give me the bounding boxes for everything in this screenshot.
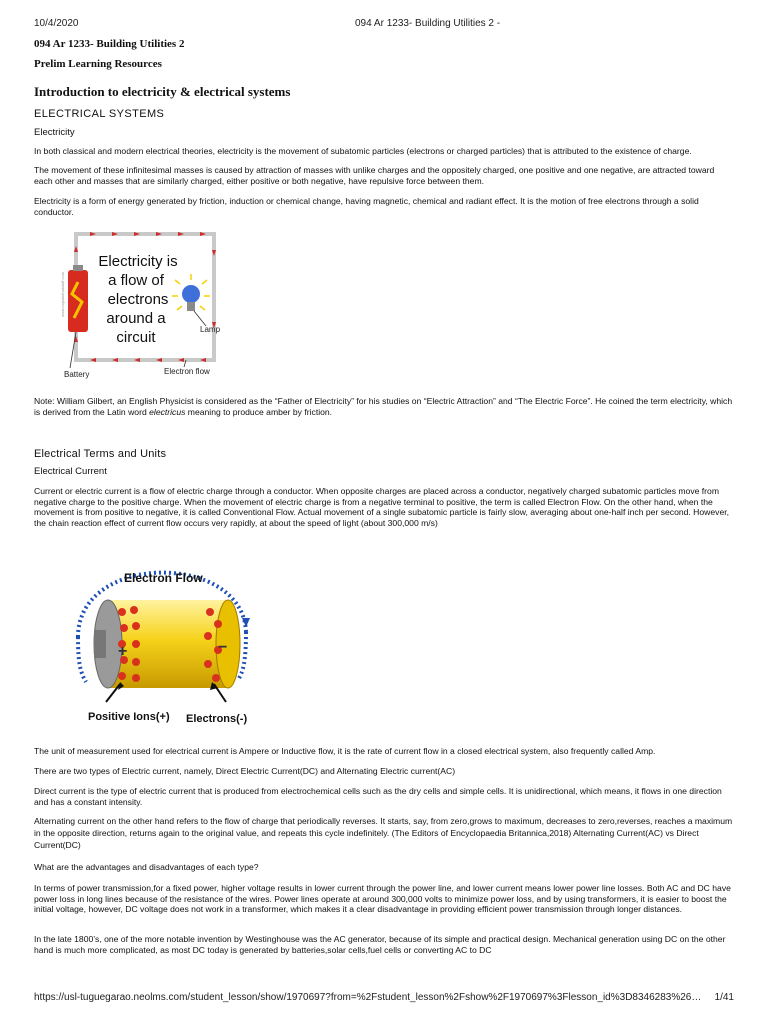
sub-heading-electrical-current: Electrical Current — [34, 466, 107, 477]
note-paragraph: Note: William Gilbert, an English Physicist is considered as the “Father of Electricity” for his studies on “Electric Attraction” and “The Electric Force”. He coined the term electricity, which is derived from the Latin word electricus meaning to produce amber by friction. — [34, 396, 733, 417]
resources-title: Prelim Learning Resources — [34, 58, 162, 70]
battery-icon — [68, 270, 88, 332]
electrons-label: Electrons(-) — [186, 713, 248, 725]
paragraph-11: In the late 1800’s, one of the more notable invention by Westinghouse was the AC generator, because of its simple and practical design. Mechanical generation using DC on the other hand is much more complicated, as most DC today is generated by batteries,solar cells,fuel cells or converting AC to DC — [34, 934, 726, 955]
positive-ions-label: Positive Ions(+) — [88, 711, 170, 723]
svg-text:+: + — [118, 643, 128, 660]
electron-flow-label: Electron flow — [164, 367, 210, 376]
page-number: 1/41 — [714, 992, 734, 1003]
paragraph-8: Alternating current on the other hand refers to the flow of charge that periodically reverses. It starts, say, from zero,grows to maximum, decreases to zero,reverses, reaches a maximum in the opposite direction, returns again to the original value, and repeats this cycle indefinitely. (The Editors of Encyclopaedia Britannica,2018) Alternating Current(AC) vs Direct Current(DC) — [34, 816, 733, 850]
page-url: https://usl-tuguegarao.neolms.com/student_lesson/show/1970697?from=%2Fstudent_lesson%2Fshow%2F1970697%3Flesson_id%3D8346283%26… — [34, 992, 702, 1003]
section-heading-electrical-systems: ELECTRICAL SYSTEMS — [34, 108, 165, 120]
figure-text-line-5: circuit — [116, 329, 156, 346]
paragraph-5: The unit of measurement used for electrical current is Ampere or Inductive flow, it is the rate of current flow in a closed electrical system, also frequently called Amp. — [34, 746, 656, 756]
figure-text-line-1: Electricity is — [98, 253, 178, 270]
figure-text-line-2: a flow of — [108, 272, 164, 289]
paragraph-4: Current or electric current is a flow of electric charge through a conductor. When opposite charges are placed across a conductor, negatively charged subatomic particles move from negative charge to the positive charge. When the movement of electric charge is from a negative terminal to positive, the term is called Electron Flow. On the other hand, when the movement is from positive to negative, it is called Conventional Flow. Actual movement of a single subatomic particle is fairly slow, averaging about one-half inch per second. However, the chain reaction effect of current flow occurs very rapidly, at about the speed of light (about 300,000 m/s) — [34, 486, 730, 528]
lamp-icon — [182, 285, 200, 303]
battery-label: Battery — [64, 370, 90, 379]
figure-text-line-3: electrons — [107, 291, 169, 308]
paragraph-3: Electricity is a form of energy generated by friction, induction or chemical change, having magnetic, chemical and radiant effect. It is the motion of free electrons through a solid conductor. — [34, 196, 699, 217]
electron-flow-title: Electron Flow — [124, 571, 203, 585]
paragraph-9: What are the advantages and disadvantages of each type? — [34, 862, 259, 872]
paragraph-6: There are two types of Electric current, namely, Direct Electric Current(DC) and Alternating Electric current(AC) — [34, 766, 456, 776]
lesson-title: Introduction to electricity & electrical systems — [34, 84, 291, 99]
section-heading-terms-units: Electrical Terms and Units — [34, 448, 167, 460]
course-title: 094 Ar 1233- Building Utilities 2 — [34, 38, 185, 50]
lamp-label: Lamp — [200, 325, 221, 334]
electricity-circuit-figure — [56, 222, 226, 382]
paragraph-1: In both classical and modern electrical theories, electricity is the movement of subatomic particles (electrons or charged particles) that is attributed to the existence of charge. — [34, 146, 692, 156]
paragraph-2: The movement of these infinitesimal masses is caused by attraction of masses with unlike charges and the oppositely charged, one positive and one negative, are attracted toward each other and masses that are similarly charged, either positive or both negative, have repulsive force between them. — [34, 165, 715, 186]
electron-flow-battery-figure — [58, 532, 263, 730]
svg-text:−: − — [218, 639, 228, 656]
sub-heading-electricity: Electricity — [34, 127, 75, 138]
print-date: 10/4/2020 — [34, 18, 79, 29]
paragraph-10: In terms of power transmission,for a fixed power, higher voltage results in lower current through the power line, and lower current means lower power line losses. Both AC and DC have power loss in long lines because of the resistance of the wires. Power lines operate at around 300,000 volts to minimize power loss, and by using transformers, it is easier to boost the initial voltage, however, DC voltage does not work in a transformer, which makes it a clear disadvantage in providing efficient power transmission through longer distances. — [34, 883, 731, 915]
print-title: 094 Ar 1233- Building Utilities 2 - — [355, 18, 501, 29]
figure-text-line-4: around a — [106, 310, 166, 327]
paragraph-7: Direct current is the type of electric current that is produced from electrochemical cells such as the dry cells and simple cells. It is unidirectional, which means, it flows in one direction and has a constant intensity. — [34, 786, 722, 807]
watermark: www.explainthatstuff.com — [60, 271, 65, 317]
